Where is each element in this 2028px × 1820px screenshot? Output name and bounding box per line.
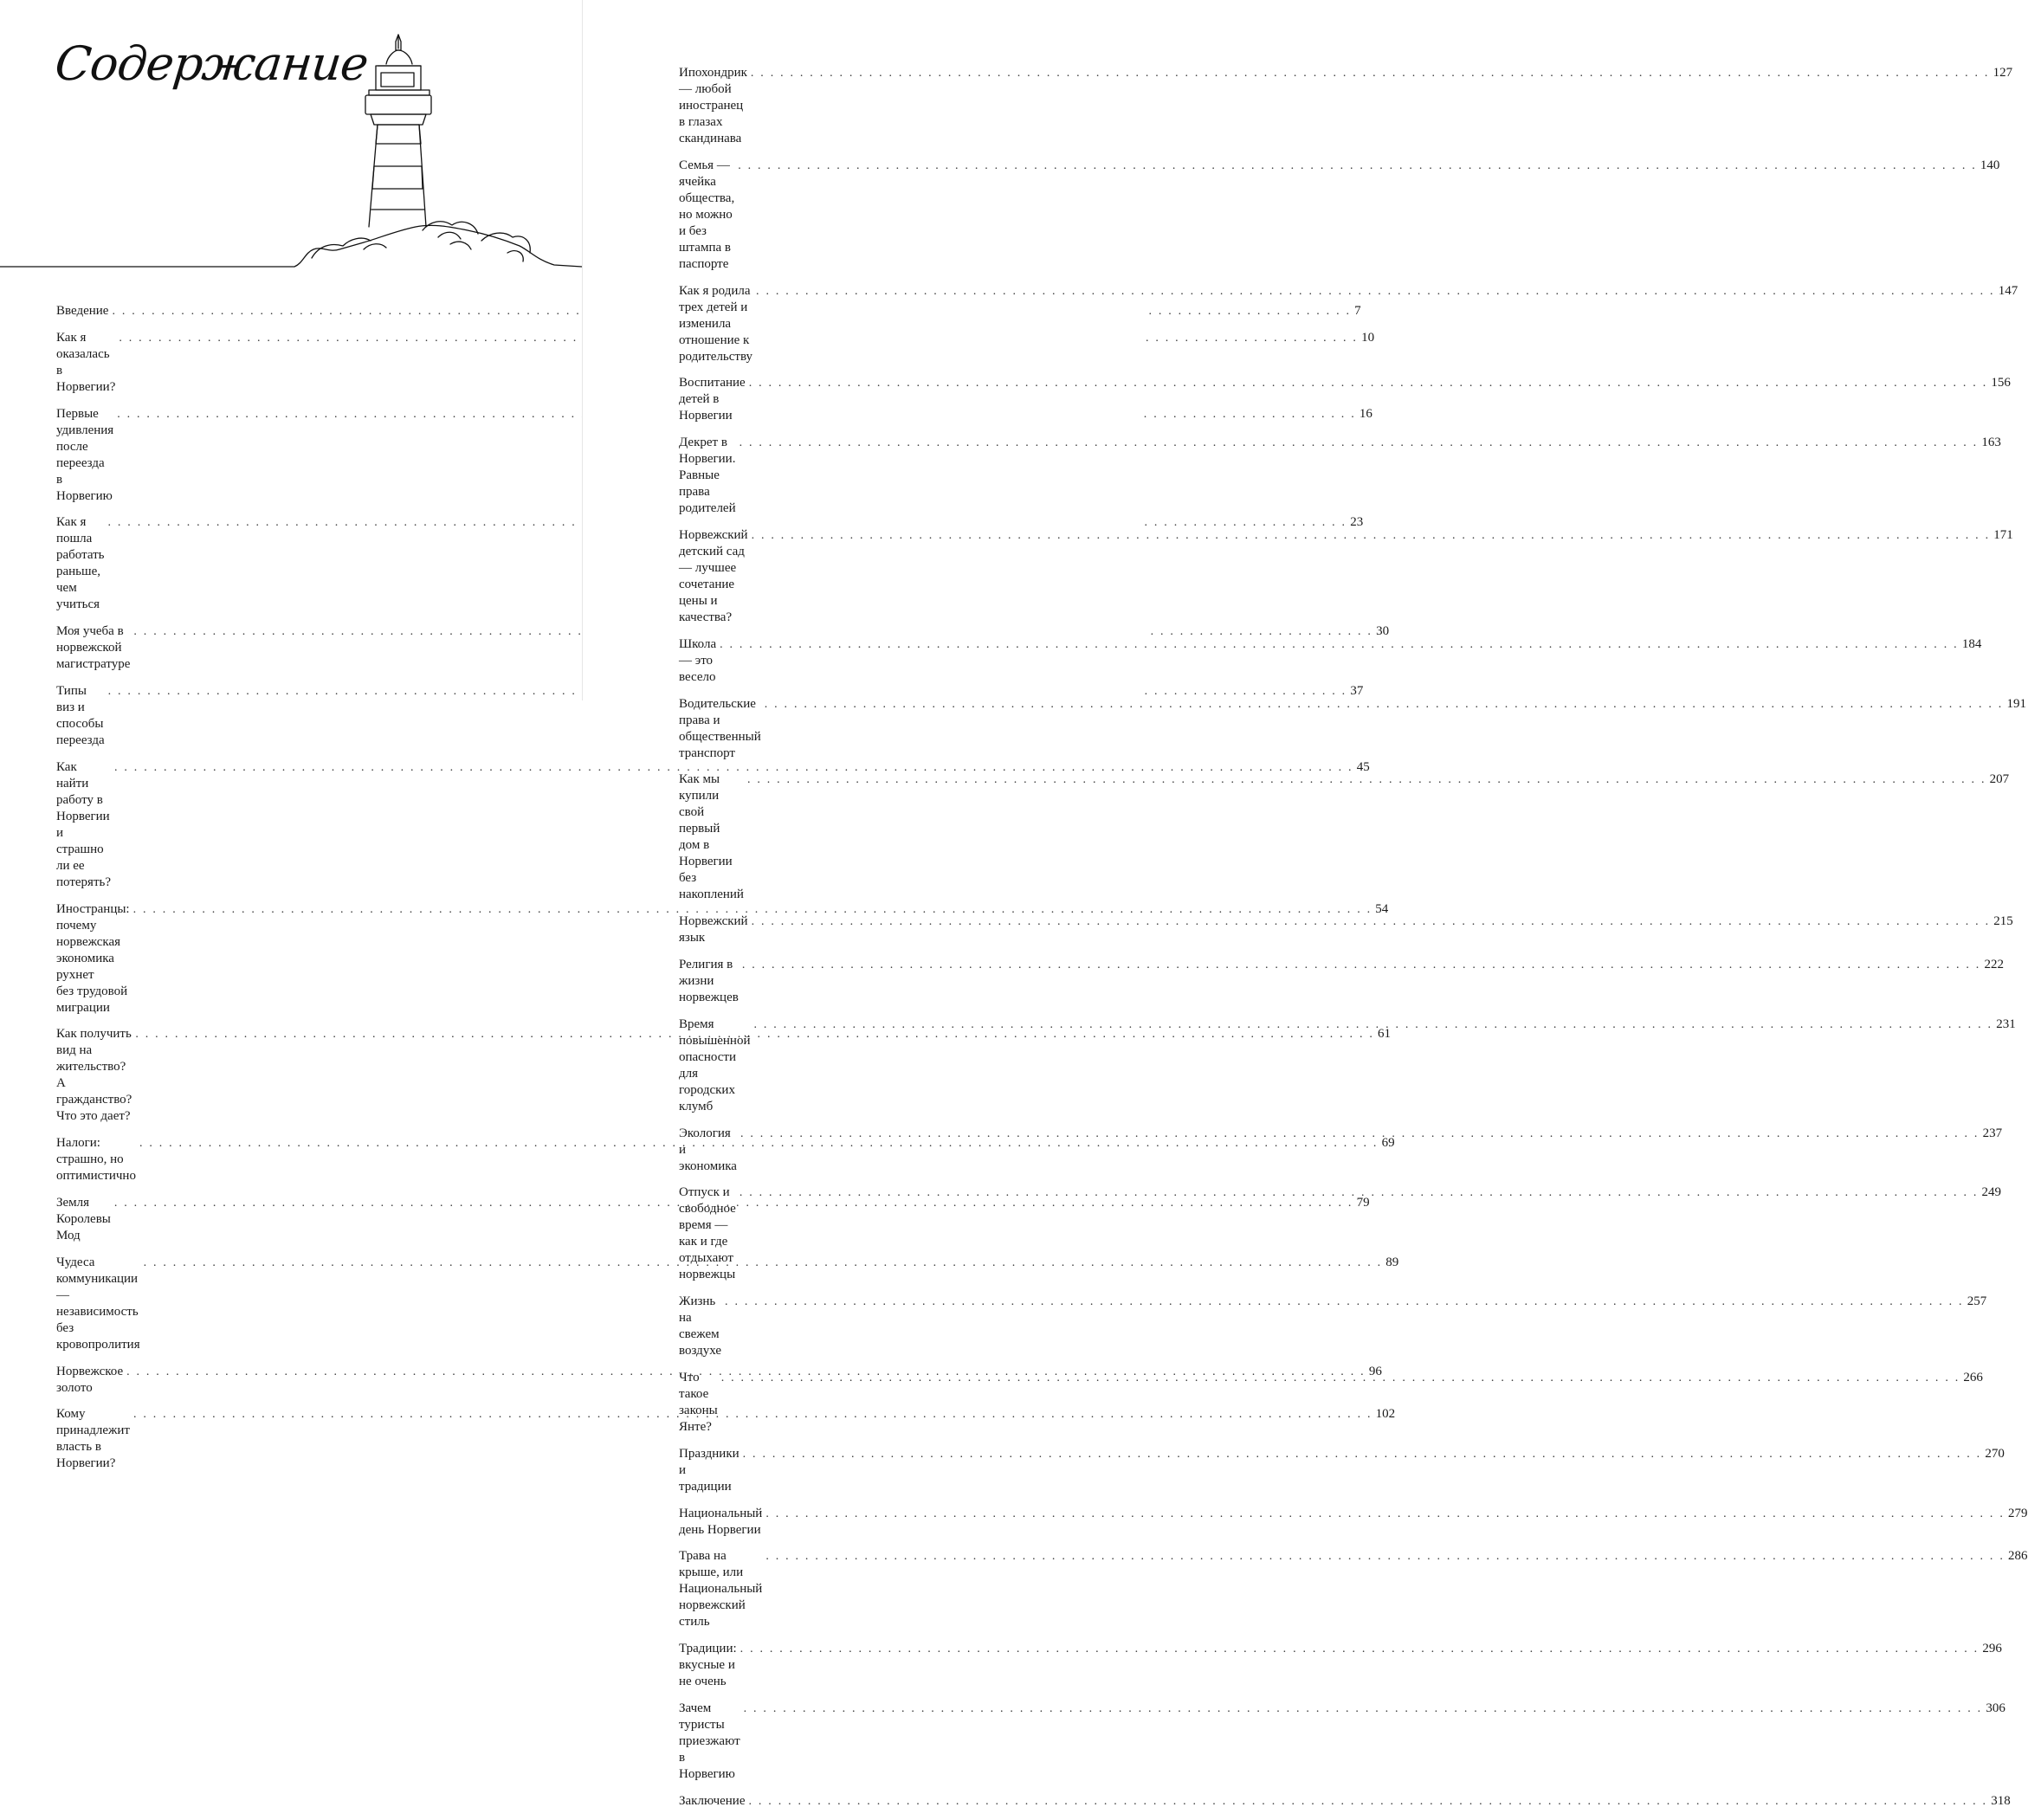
toc-entry-title: Как я пошла работать раньше, чем учиться	[56, 515, 105, 612]
toc-entry-title: Ипохондрик — любой иностранец в глазах скандинава	[679, 66, 747, 145]
toc-entry-page: 147	[1998, 283, 2018, 298]
toc-entry[interactable]	[679, 527, 2013, 626]
toc-entry-title: Экология и экономика	[679, 1126, 737, 1173]
toc-entry-title: Налоги: страшно, но оптимистично	[56, 1136, 136, 1184]
toc-entry-title: Водительские права и общественный транспорт	[679, 696, 761, 760]
toc-entry-title: Семья — ячейка общества, но можно и без штампа в паспорте	[679, 158, 735, 271]
leader-dots	[721, 1370, 1960, 1386]
leader-dots	[740, 435, 1979, 451]
toc-entry-title: Моя учеба в норвежской магистратуре	[56, 624, 131, 672]
toc-entry-title: Праздники и традиции	[679, 1446, 740, 1494]
toc-entry-title: Трава на крыше, или Национальный норвежский стиль	[679, 1549, 763, 1630]
toc-entry[interactable]	[679, 1793, 2011, 1810]
toc-entry[interactable]	[679, 1294, 1987, 1359]
toc-entry-page: 79	[1356, 1195, 1370, 1210]
toc-entry-page: 140	[1980, 158, 2000, 172]
toc-entry-title: Национальный день Норвегии	[679, 1506, 763, 1537]
toc-entry-title: Как мы купили свой первый дом в Норвегии без накоплений	[679, 772, 744, 902]
leader-dots	[765, 1506, 2005, 1522]
toc-entry[interactable]	[679, 913, 2013, 946]
toc-entry-title: Норвежский язык	[679, 914, 748, 945]
toc-entry-page: 54	[1375, 901, 1389, 916]
leader-dots	[744, 1701, 1983, 1717]
toc-entry-page: 16	[1359, 406, 1372, 421]
toc-entry-page: 156	[1991, 376, 2011, 390]
toc-entry[interactable]	[679, 771, 2010, 903]
toc-entry[interactable]	[679, 957, 2005, 1006]
toc-entry-page: 222	[1984, 957, 2005, 971]
toc-entry-title: Как я родила трех детей и изменила отношение к родительству	[679, 283, 753, 364]
toc-entry[interactable]	[679, 65, 2013, 147]
leader-dots	[720, 636, 1959, 653]
toc-entry[interactable]	[56, 303, 1361, 319]
toc-entry-page: 10	[1361, 330, 1375, 345]
toc-entry-page: 102	[1375, 1407, 1396, 1422]
leader-dots	[765, 1548, 2005, 1565]
leader-dots	[742, 957, 1981, 973]
toc-entry-title: Воспитание детей в Норвегии	[679, 376, 746, 423]
toc-entry-page: 231	[1996, 1016, 2016, 1031]
toc-entry-title: Иностранцы: почему норвежская экономика рухнет без трудовой миграции	[56, 901, 130, 1015]
toc-entry-page: 184	[1961, 636, 1982, 651]
toc-entry-page: 69	[1381, 1136, 1395, 1151]
toc-entry-page: 37	[1350, 683, 1364, 698]
toc-entry[interactable]	[679, 1701, 2005, 1783]
leader-dots	[740, 1641, 1980, 1657]
toc-entry-title: Время повышенной опасности для городских клумб	[679, 1016, 751, 1113]
toc-entry[interactable]	[679, 636, 1982, 686]
toc-entry-title: Отпуск и свободное время — как и где отдыхают норвежцы	[679, 1185, 736, 1282]
leader-dots	[765, 696, 2004, 713]
toc-entry[interactable]	[679, 696, 2026, 762]
toc-entry-title: Типы виз и способы переезда	[56, 683, 105, 747]
toc-entry-page: 318	[1991, 1793, 2011, 1808]
toc-entry-page: 96	[1368, 1364, 1382, 1378]
leader-dots	[751, 65, 1990, 81]
lighthouse-icon	[0, 26, 582, 277]
toc-entry-title: Религия в жизни норвежцев	[679, 957, 739, 1004]
toc-entry[interactable]	[679, 158, 2000, 273]
toc-entry-title: Как получить вид на жительство? А гражданство? Что это дает?	[56, 1027, 132, 1124]
toc-entry[interactable]	[679, 1641, 2002, 1690]
toc-entry-title: Декрет в Норвегии. Равные права родителей	[679, 436, 736, 516]
toc-entry-title: Что такое законы Янте?	[679, 1370, 718, 1434]
toc-entry-page: 257	[1967, 1294, 1987, 1309]
leader-dots	[753, 1016, 1992, 1033]
leader-dots	[725, 1294, 1964, 1310]
toc-entry-page: 286	[2008, 1549, 2028, 1564]
toc-entry-page: 163	[1981, 436, 2001, 450]
leader-dots	[743, 1446, 1982, 1462]
toc-entry-page: 45	[1356, 759, 1370, 774]
toc-entry-title: Чудеса коммуникации — независимость без кровопролития	[56, 1255, 140, 1352]
toc-entry[interactable]	[679, 435, 2001, 517]
toc-entry[interactable]	[679, 1506, 2028, 1539]
toc-entry-page: 61	[1378, 1027, 1392, 1042]
toc-entry-page: 237	[1982, 1126, 2003, 1140]
toc-entry-page: 266	[1963, 1370, 1983, 1384]
toc-entry[interactable]	[56, 330, 1375, 396]
toc-entry[interactable]	[56, 1364, 1382, 1397]
toc-entry-title: Жизнь на свежем воздухе	[679, 1294, 722, 1359]
leader-dots	[740, 1126, 1980, 1142]
toc-entry-title: Земля Королевы Мод	[56, 1195, 111, 1242]
toc-entry-page: 171	[1993, 527, 2013, 542]
toc-entry-page: 89	[1385, 1255, 1399, 1269]
toc-entry-title: Кому принадлежит власть в Норвегии?	[56, 1407, 130, 1471]
toc-entry[interactable]	[679, 1446, 2005, 1495]
toc-entry-page: 30	[1376, 624, 1390, 639]
toc-entry[interactable]	[679, 1548, 2028, 1630]
toc-entry-title: Норвежское золото	[56, 1364, 124, 1395]
leader-dots	[752, 527, 1991, 544]
toc-entry-title: Норвежский детский сад — лучшее сочетание цены и качества?	[679, 527, 748, 624]
toc-entry-page: 127	[1992, 66, 2013, 80]
leader-dots	[749, 1793, 1988, 1810]
toc-entry-page: 207	[1989, 772, 2010, 787]
leader-dots	[752, 913, 1991, 930]
toc-entry-page: 23	[1350, 515, 1364, 530]
toc-entry-page: 7	[1354, 304, 1361, 318]
toc-entry-page: 191	[2006, 696, 2026, 711]
toc-entry-page: 279	[2008, 1506, 2028, 1520]
page-title: Содержание	[52, 36, 371, 91]
toc-entry-title: Введение	[56, 304, 109, 318]
leader-dots	[740, 1184, 1979, 1201]
toc-entry-title: Школа — это весело	[679, 636, 717, 684]
toc-entry-title: Как найти работу в Норвегии и страшно ли ее потерять?	[56, 759, 111, 889]
toc-entry-page: 215	[1993, 914, 2013, 929]
toc-entry-page: 296	[1982, 1642, 2002, 1656]
leader-dots	[747, 771, 1986, 788]
toc-entry-page: 249	[1981, 1185, 2002, 1200]
toc-entry-title: Традиции: вкусные и не очень	[679, 1642, 737, 1689]
toc-entry-page: 270	[1985, 1446, 2005, 1461]
toc-entry-title: Первые удивления после переезда в Норвегию	[56, 406, 114, 503]
leader-dots	[756, 283, 1995, 300]
toc-entry-title: Заключение	[679, 1793, 746, 1808]
toc-entry-page: 306	[1986, 1701, 2005, 1715]
toc-entry-title: Зачем туристы приезжают в Норвегию	[679, 1701, 740, 1781]
leader-dots	[738, 158, 1977, 174]
leader-dots	[749, 375, 1988, 391]
toc-entry-title: Как я оказалась в Норвегии?	[56, 330, 116, 394]
